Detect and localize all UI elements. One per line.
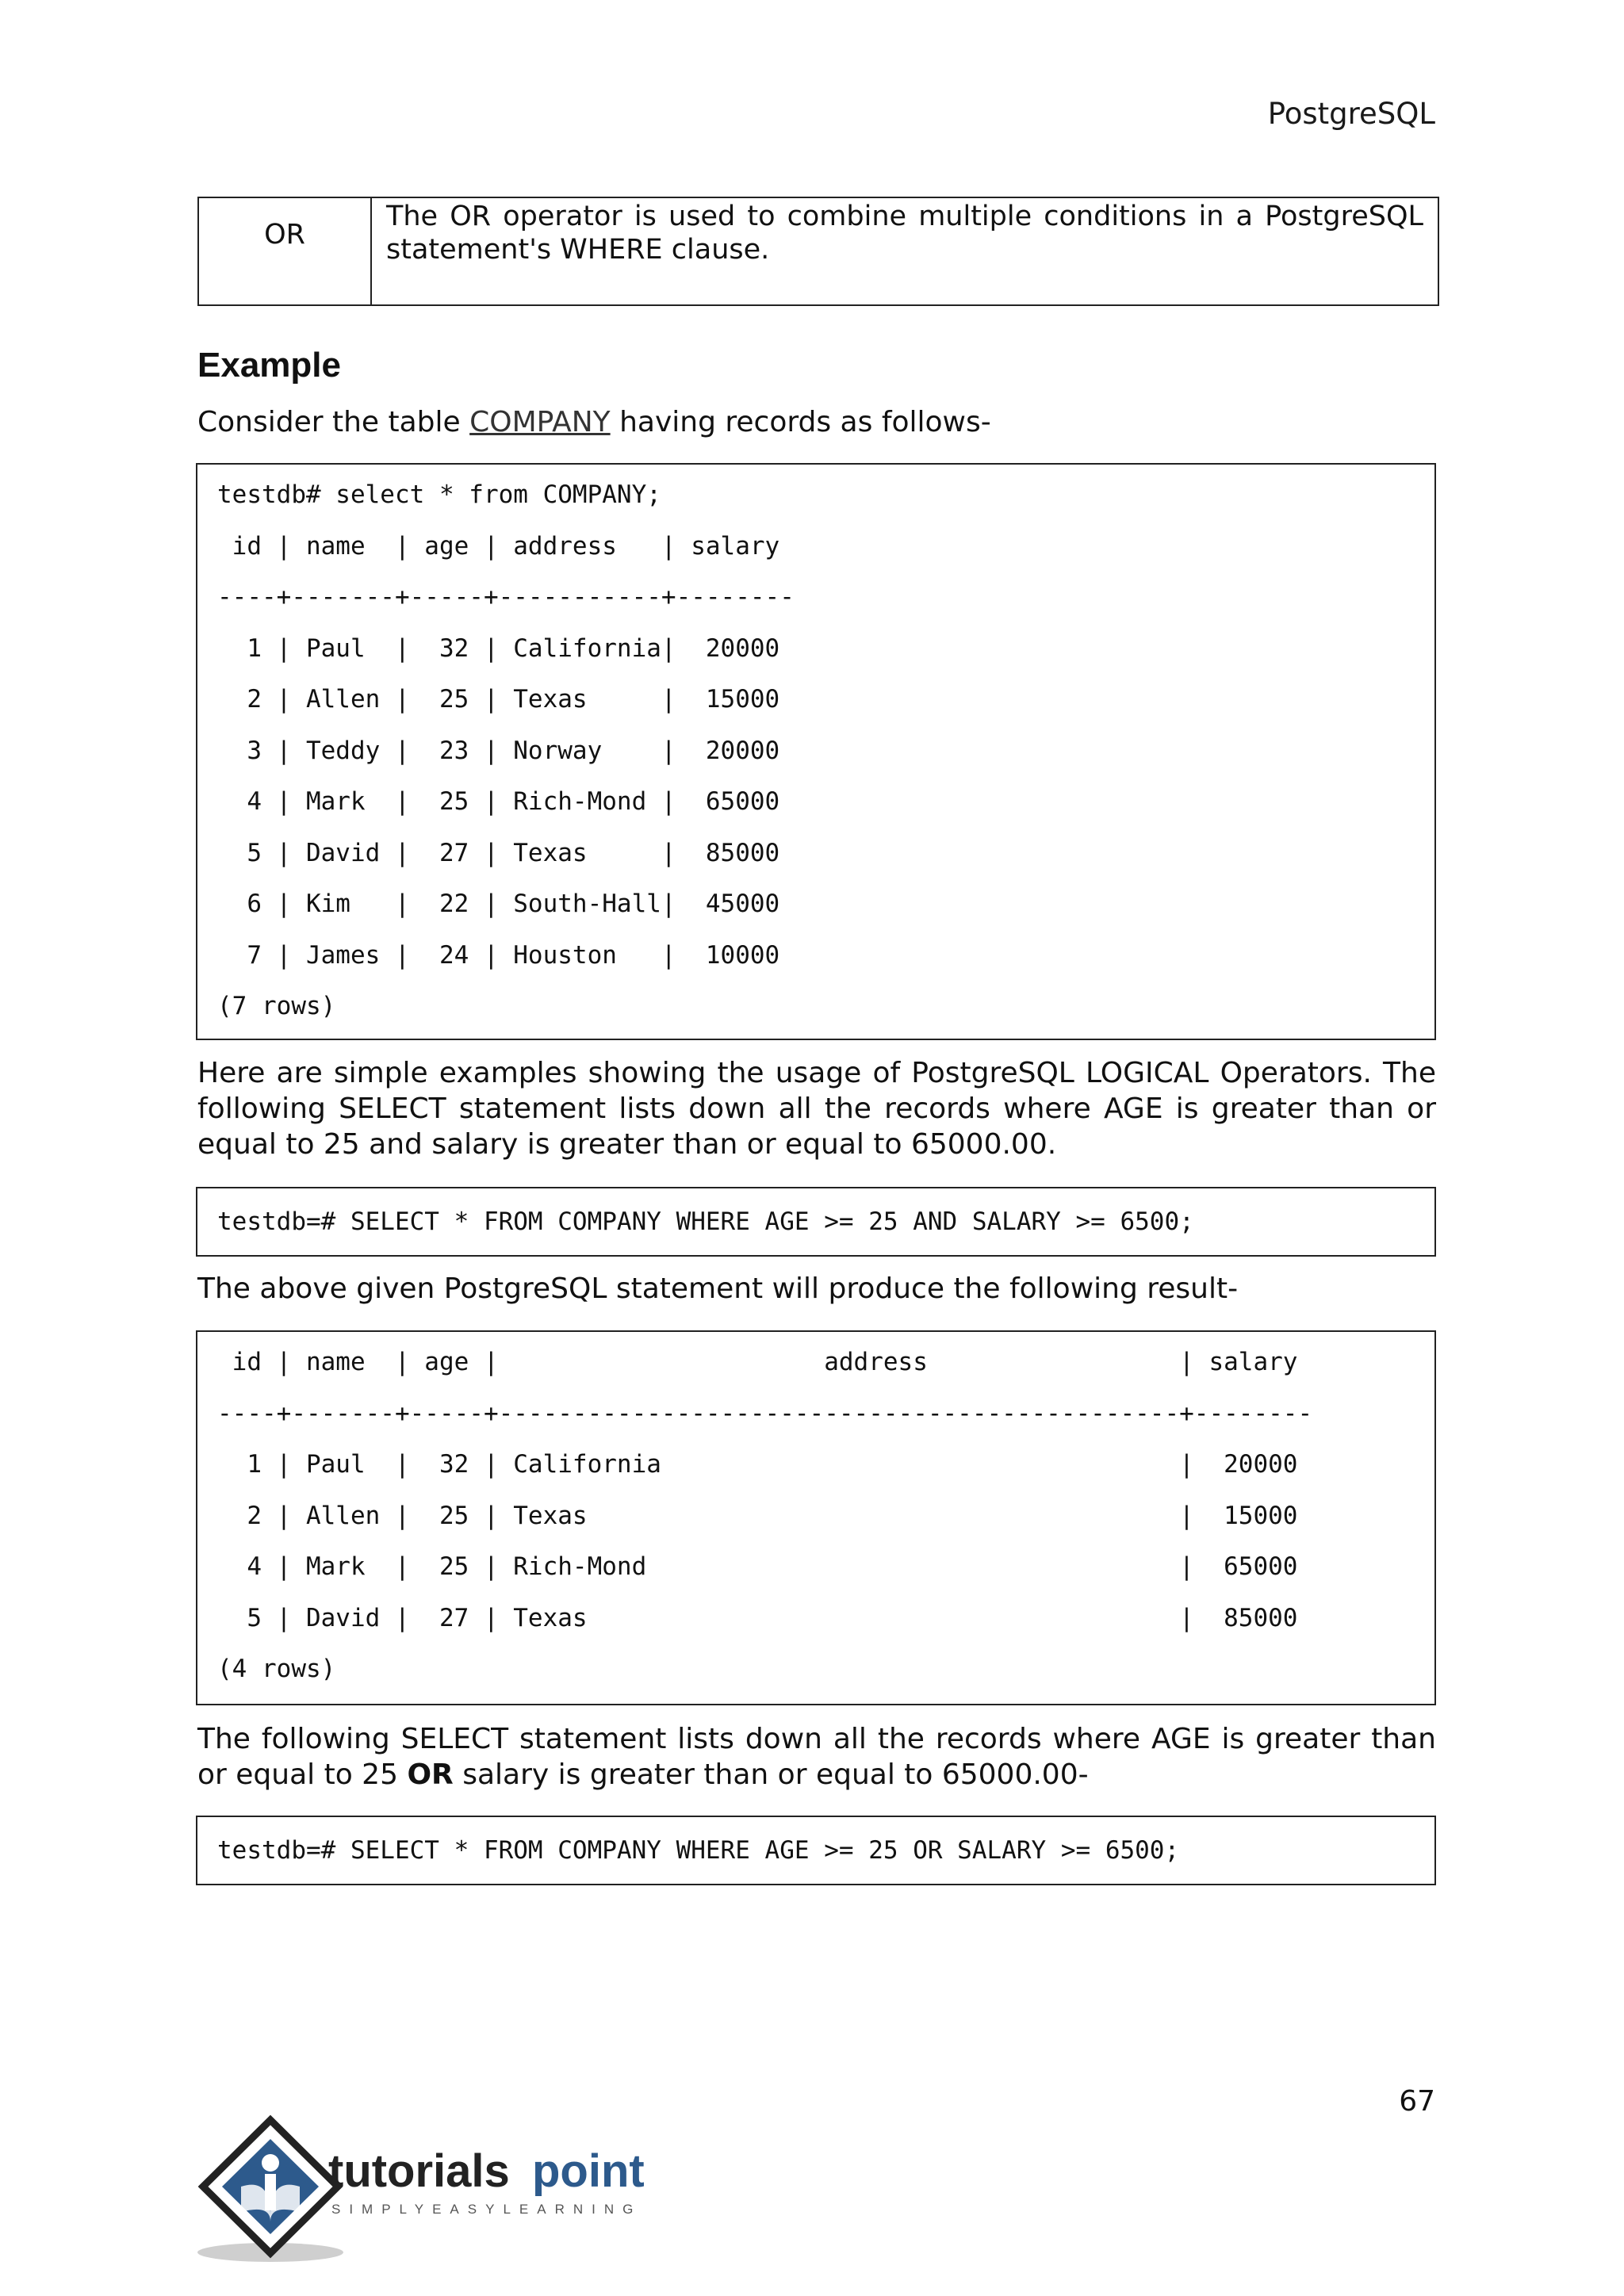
and-result-code-block	[196, 1330, 1436, 1705]
result-intro-paragraph: The above given PostgreSQL statement will produce the following result-	[197, 1272, 1239, 1305]
code-line: ----+-------+-----+-----------+--------	[217, 583, 795, 611]
code-line: 5 | David | 27 | Texas | 85000	[217, 1603, 1298, 1632]
running-header: PostgreSQL	[1267, 97, 1435, 131]
code-line: testdb=# SELECT * FROM COMPANY WHERE AGE >= 25 AND SALARY >= 6500;	[217, 1207, 1194, 1236]
logo-wordmark-tutorials: tutorials	[328, 2145, 510, 2197]
code-line: 7 | James | 24 | Houston | 10000	[217, 940, 780, 970]
code-line: 2 | Allen | 25 | Texas | 15000	[217, 1501, 1298, 1530]
operator-description-cell: The OR operator is used to combine multiple conditions in a PostgreSQL statement's WHERE clause.	[386, 201, 1423, 266]
code-line: 5 | David | 27 | Texas | 85000	[217, 838, 780, 867]
logical-operators-paragraph: Here are simple examples showing the usage of PostgreSQL LOGICAL Operators. The following SELECT statement lists down all the records where AGE is greater than or equal to 25 and salary is greater than or equal to 65000.00.	[197, 1057, 1436, 1161]
intro-text-before: Consider the table	[197, 406, 470, 438]
tutorialspoint-logo	[195, 2114, 687, 2264]
code-line: (7 rows)	[217, 992, 336, 1020]
code-line: ----+-------+-----+----------------------------------------------+--------	[217, 1399, 1313, 1428]
code-line: testdb=# SELECT * FROM COMPANY WHERE AGE >= 25 OR SALARY >= 6500;	[217, 1836, 1180, 1865]
operator-name-cell: OR	[199, 198, 372, 304]
intro-text-after: having records as follows-	[610, 406, 991, 438]
and-query-code-block	[196, 1187, 1436, 1257]
code-line: id | name | age | address | salary	[217, 1348, 1298, 1376]
code-line: 2 | Allen | 25 | Texas | 15000	[217, 685, 780, 714]
code-line: testdb# select * from COMPANY;	[217, 480, 661, 509]
logo-wordmark-point: point	[532, 2145, 645, 2197]
example-heading: Example	[197, 346, 341, 385]
code-line: (4 rows)	[217, 1655, 336, 1683]
code-line: 4 | Mark | 25 | Rich-Mond | 65000	[217, 1552, 1298, 1581]
example-intro	[197, 404, 1436, 440]
company-link[interactable]: COMPANY	[469, 406, 611, 438]
code-line: 1 | Paul | 32 | California | 20000	[217, 1450, 1298, 1479]
code-line: 4 | Mark | 25 | Rich-Mond | 65000	[217, 787, 780, 816]
logo-graphic	[195, 2114, 687, 2264]
code-line: 1 | Paul | 32 | California| 20000	[217, 633, 780, 663]
logo-tagline: SIMPLYEASYLEARNING	[331, 2202, 642, 2217]
or-query-code-block	[196, 1816, 1436, 1885]
or-text-before: The following SELECT statement lists down all the records where AGE is greater than or equal to 25	[197, 1723, 1436, 1791]
or-bold-keyword: OR	[407, 1758, 454, 1791]
or-text-after: salary is greater than or equal to 65000.00-	[453, 1758, 1089, 1791]
page-number: 67	[1399, 2085, 1435, 2118]
code-line: 3 | Teddy | 23 | Norway | 20000	[217, 736, 780, 765]
operator-table	[197, 197, 1439, 306]
or-statement-paragraph	[197, 1721, 1436, 1793]
code-line: 6 | Kim | 22 | South-Hall| 45000	[217, 890, 780, 918]
code-line: id | name | age | address | salary	[217, 531, 780, 561]
company-table-code-block	[196, 463, 1436, 1040]
